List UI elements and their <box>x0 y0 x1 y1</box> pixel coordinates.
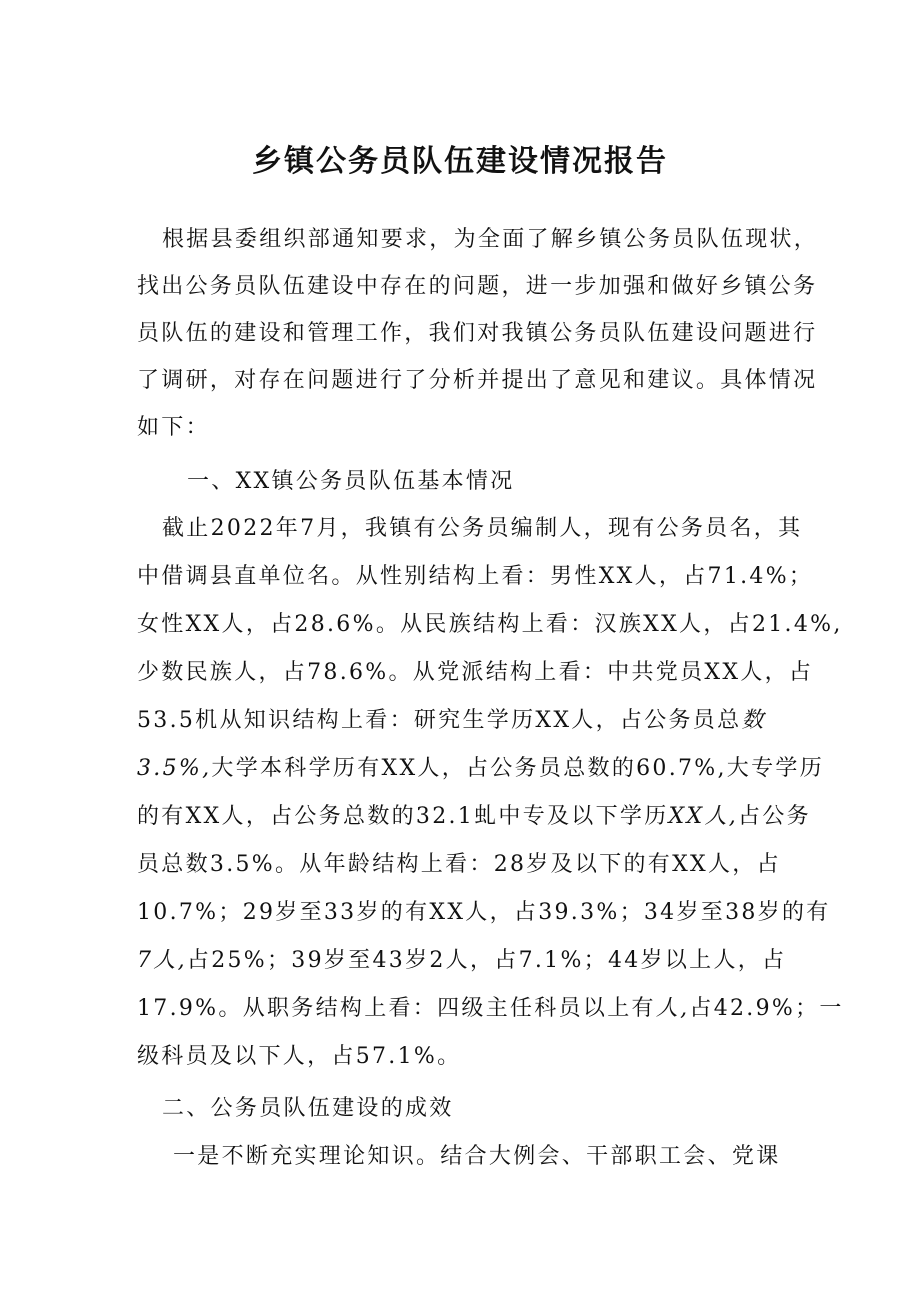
paragraph-line: 少数民族人，占78.6%。从党派结构上看：中共党员XX人，占 <box>137 660 814 685</box>
paragraph-line: 找出公务员队伍建设中存在的问题，进一步加强和做好乡镇公务 <box>137 274 818 299</box>
paragraph-line: 10.7%；29岁至33岁的有XX人，占39.3%；34岁至38岁的有 <box>137 900 831 925</box>
section-heading: 一、XX镇公务员队伍基本情况 <box>187 469 515 494</box>
text-run-italic: 3.5%, <box>137 756 212 781</box>
paragraph-line <box>137 943 786 979</box>
text-run-italic: 7人, <box>137 948 187 973</box>
paragraph-line <box>137 703 766 739</box>
paragraph-line: 女性XX人，占28.6%。从民族结构上看：汉族XX人，占21.4%, <box>137 612 843 637</box>
paragraph-line: 员队伍的建设和管理工作，我们对我镇公务员队伍建设问题进行 <box>137 321 818 346</box>
paragraph-line <box>137 799 811 835</box>
text-run-italic: 数 <box>741 708 766 733</box>
text-run-italic: XX人, <box>668 804 739 829</box>
paragraph-line: 中借调县直单位名。从性别结构上看：男性XX人，占71.4%； <box>137 564 814 589</box>
text-run: 占公务 <box>738 804 811 829</box>
paragraph-line: 截止2022年7月，我镇有公务员编制人，现有公务员名，其 <box>162 516 803 541</box>
section-heading: 二、公务员队伍建设的成效 <box>162 1096 454 1121</box>
text-run: 占25%；39岁至43岁2人，占7.1%；44岁以上人，占 <box>186 948 787 973</box>
paragraph-line: 级科员及以下人，占57.1%。 <box>137 1044 462 1069</box>
paragraph-line: 一是不断充实理论知识。结合大例会、干部职工会、党课 <box>173 1144 781 1169</box>
text-run: 的有XX人，占公务总数的32.1虬中专及以下学历 <box>137 804 669 829</box>
text-run: 大学本科学历有XX人，占公务员总数的60.7%,大专学历 <box>211 756 824 781</box>
paragraph-line <box>137 991 844 1027</box>
paragraph-line: 员总数3.5%。从年龄结构上看：28岁及以下的有XX人，占 <box>137 852 781 877</box>
document-title: 乡镇公务员队伍建设情况报告 <box>252 144 668 179</box>
text-run: 占42.9%；一 <box>689 996 844 1021</box>
text-run: 17.9%。从职务结构上看：四级主任科员以上有 <box>137 996 656 1021</box>
paragraph-line: 根据县委组织部通知要求，为全面了解乡镇公务员队伍现状， <box>162 227 819 252</box>
paragraph-line: 如下： <box>137 415 210 440</box>
paragraph-line <box>137 751 824 787</box>
paragraph-line: 了调研，对存在问题进行了分析并提出了意见和建议。具体情况 <box>137 368 818 393</box>
text-run-italic: 人, <box>655 996 690 1021</box>
text-run: 53.5机从知识结构上看：研究生学历XX人，占公务员总 <box>137 708 742 733</box>
